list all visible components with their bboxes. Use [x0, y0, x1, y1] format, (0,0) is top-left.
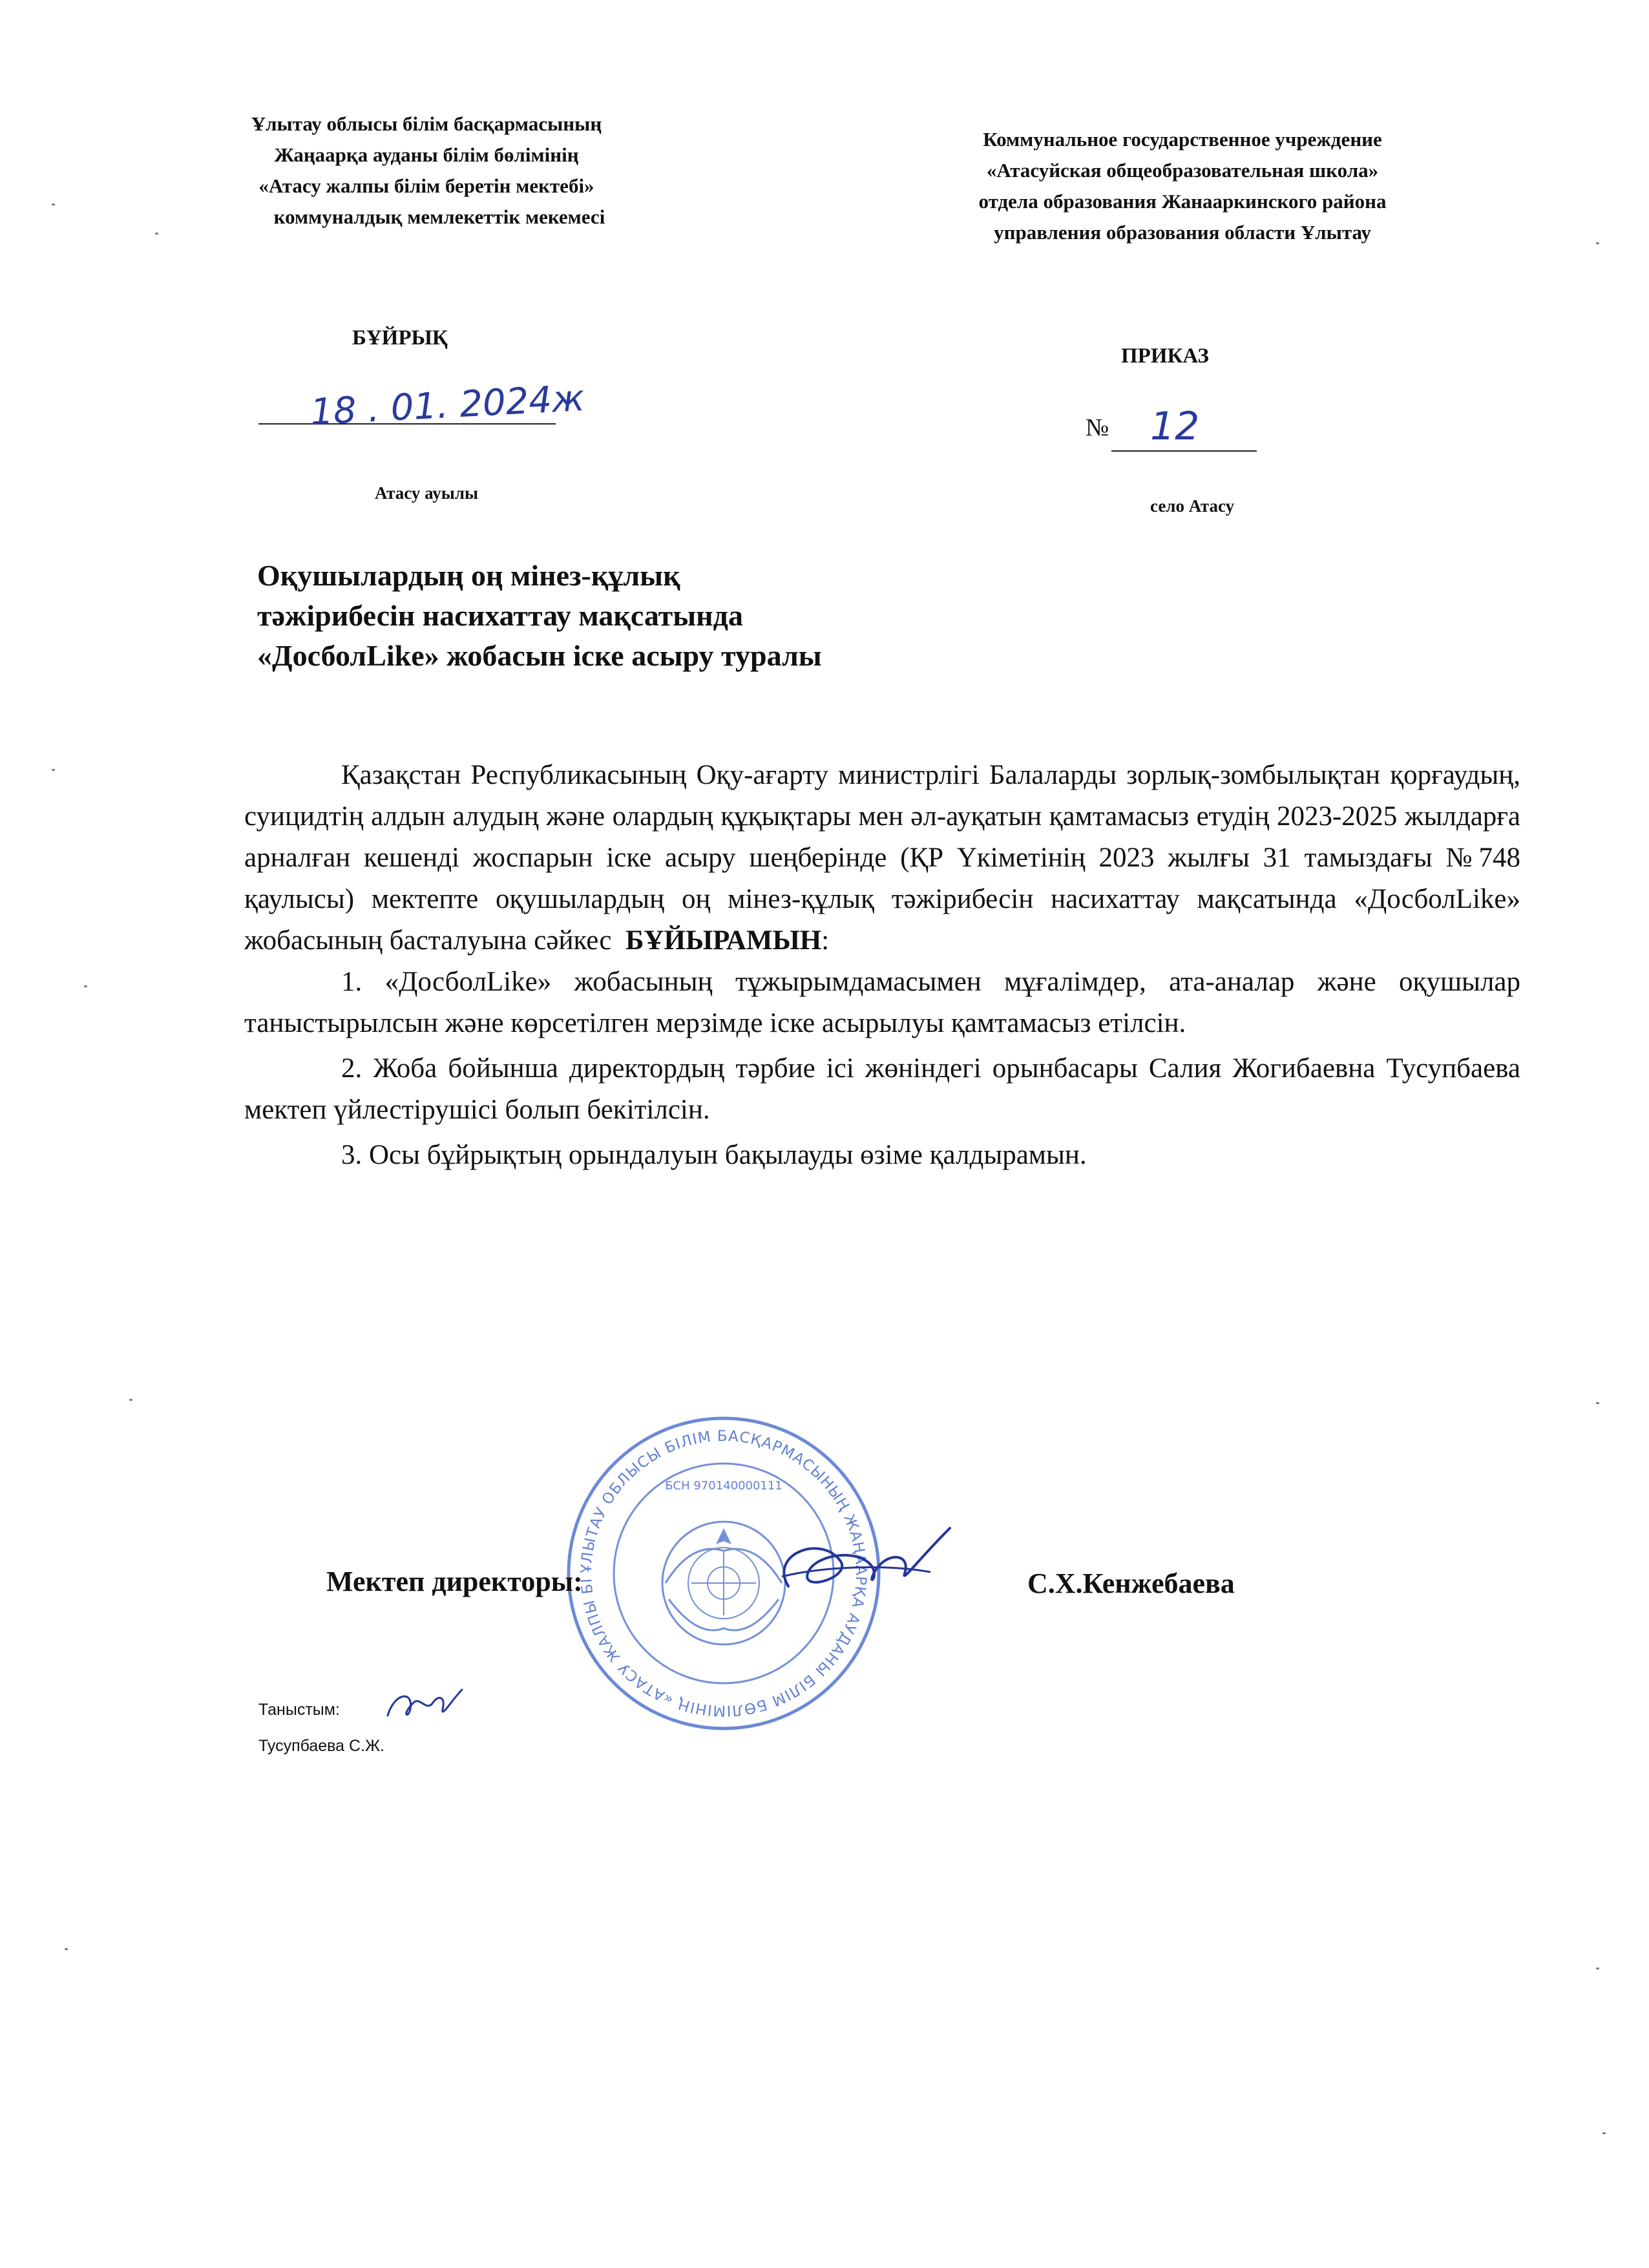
scan-speck	[52, 204, 55, 205]
header-right-line-3: отдела образования Жанааркинского района	[978, 190, 1387, 213]
signature-position: Мектеп директоры:	[326, 1566, 583, 1597]
acquainted-signature	[381, 1683, 465, 1728]
date-handwritten: 18 . 01. 2024ж	[309, 377, 585, 434]
scan-speck	[84, 985, 87, 987]
order-word: БҰЙЫРАМЫН	[625, 925, 822, 956]
stamp-outer-text: ҰЛЫТАУ ОБЛЫСЫ БІЛІМ БАСҚАРМАСЫНЫҢ ЖАҢААРҚА АУДАНЫ БІЛІМ БӨЛІМІНІҢ «АТАСУ ЖАЛПЫ БІ	[578, 1427, 870, 1719]
place-kz: Атасу ауылы	[375, 483, 479, 503]
scan-speck	[129, 1399, 132, 1401]
scan-speck	[52, 769, 55, 771]
order-colon: :	[821, 925, 830, 956]
scan-speck	[155, 233, 158, 235]
director-signature	[762, 1515, 956, 1619]
signature-name: С.Х.Кенжебаева	[1027, 1568, 1235, 1599]
doc-type-kz: БҰЙРЫҚ	[352, 326, 448, 350]
order-item-3: 3. Осы бұйрықтың орындалуын бақылауды өзіме қалдырамын.	[341, 1140, 1087, 1170]
scan-speck	[1602, 2132, 1606, 2134]
stamp-bin: БСН 970140000111	[665, 1479, 782, 1493]
order-body	[244, 755, 1520, 1176]
topic-line-1: Оқушылардың оң мінез-құлық	[257, 559, 680, 592]
topic-line-2: тәжірибесін насихаттау мақсатында	[257, 599, 743, 632]
acquainted-name: Тусупбаева С.Ж.	[258, 1737, 385, 1755]
header-right-line-4: управления образования области Ұлытау	[994, 221, 1371, 244]
preamble-paragraph	[244, 755, 1520, 961]
header-left-line-2: Жаңаарқа ауданы білім бөлімінің	[274, 143, 579, 166]
place-ru: село Атасу	[1150, 496, 1235, 516]
header-left-line-1: Ұлытау облысы білім басқармасының	[251, 112, 602, 135]
number-handwritten: 12	[1150, 404, 1200, 449]
order-topic	[257, 556, 1162, 676]
scan-speck	[65, 1948, 68, 1950]
scan-speck	[1596, 242, 1599, 244]
doc-type-ru: ПРИКАЗ	[1121, 344, 1209, 368]
acquainted-label: Таныстым:	[258, 1701, 340, 1719]
scan-speck	[1596, 1402, 1599, 1404]
header-left-line-4: коммуналдық мемлекеттік мекемесі	[273, 205, 605, 228]
topic-line-3: «ДосболLike» жобасын іске асыру туралы	[257, 639, 822, 672]
number-prefix: №	[1086, 414, 1109, 441]
number-line	[1111, 450, 1257, 452]
header-right	[872, 124, 1493, 248]
order-item-1: 1. «ДосболLike» жобасының тұжырымдамасымен мұғалімдер, ата-аналар және оқушылар таныстырылсын және көрсетілген мерзімде іске асырылуы қамтамасыз етілсін.	[244, 967, 1520, 1038]
header-right-line-1: Коммунальное государственное учреждение	[983, 128, 1382, 151]
header-left-line-3: «Атасу жалпы білім беретін мектебі»	[258, 174, 594, 197]
preamble-text: Қазақстан Республикасының Оқу-ағарту министрлігі Балаларды зорлық-зомбылықтан қорғаудың, суицидтің алдын алудың және олардың құқықтары мен әл-ауқатын қамтамасыз етудің 2023-2025 жылдарға арналған кешенді жоспарын іске асыру шеңберінде (ҚР Үкіметінің 2023 жылғы 31 тамыздағы №748 қаулысы) мектепте оқушылардың оң мінез-құлық тәжірибесін насихаттау мақсатында «ДосболLike» жобасының басталуына сәйкес	[244, 760, 1520, 956]
header-right-line-2: «Атасуйская общеобразовательная школа»	[986, 159, 1379, 182]
header-left	[181, 109, 672, 233]
order-item-2: 2. Жоба бойынша директордың тәрбие ісі жөніндегі орынбасары Салия Жогибаевна Тусупбаева мектеп үйлестірушісі болып бекітілсін.	[244, 1053, 1520, 1125]
scan-speck	[1596, 1968, 1599, 1969]
